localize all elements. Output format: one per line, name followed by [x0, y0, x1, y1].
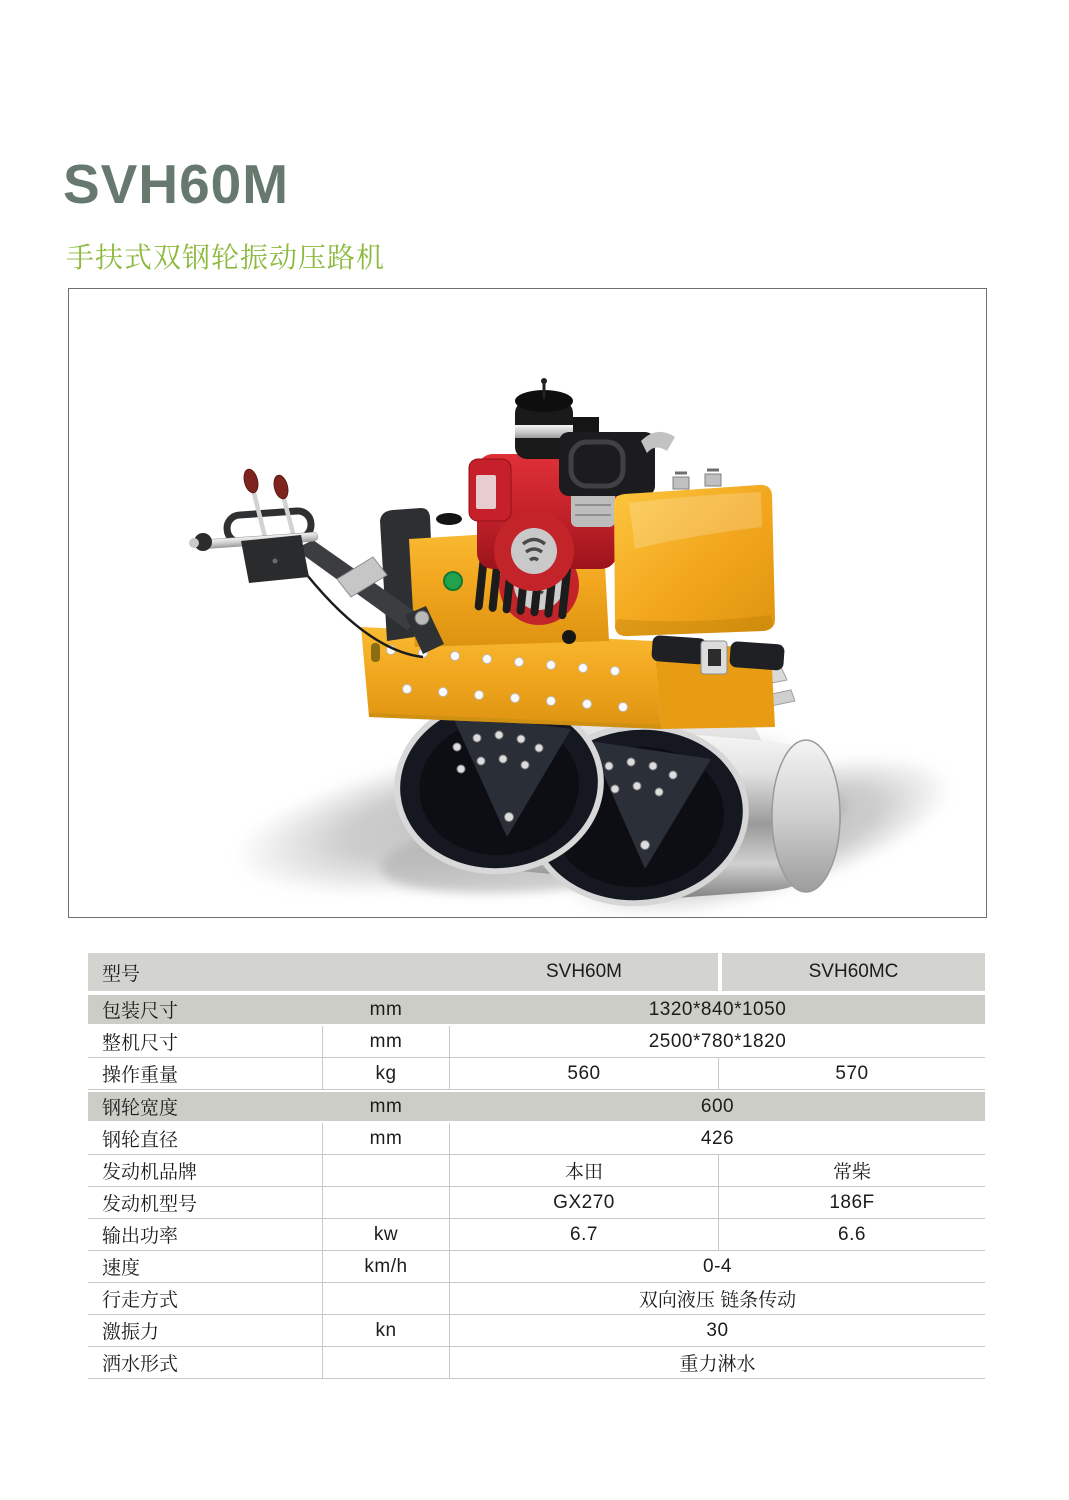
spec-value: 30 [706, 1319, 729, 1341]
spec-value-a: GX270 [553, 1191, 615, 1213]
spec-header-label: 型号 [102, 963, 141, 985]
row-engine-brand [88, 1155, 985, 1187]
spec-value-a: 本田 [564, 1162, 603, 1183]
row-exciting-force [88, 1315, 985, 1347]
spec-label: 发动机型号 [102, 1194, 198, 1215]
spec-value-b: 570 [718, 1058, 985, 1089]
spec-value: 2500*780*1820 [648, 1030, 787, 1052]
spec-value-b: 常柴 [718, 1155, 985, 1186]
spec-unit [322, 1283, 450, 1314]
spec-unit: km/h [322, 1251, 450, 1282]
black-knob [562, 630, 576, 644]
spec-label: 钢轮直径 [102, 1130, 179, 1151]
spec-value: 重力淋水 [679, 1354, 756, 1375]
page-title: SVH60M [63, 153, 290, 215]
water-tank [614, 470, 775, 636]
spec-label: 速度 [102, 1258, 141, 1279]
spec-header-model-b: SVH60MC [718, 953, 985, 991]
spec-unit: mm [322, 1026, 450, 1057]
row-output-power [88, 1219, 985, 1251]
row-watering-type [88, 1347, 985, 1379]
row-speed [88, 1251, 985, 1283]
spec-value: 426 [700, 1127, 735, 1149]
product-image-frame [68, 288, 987, 918]
spec-value: 600 [700, 1095, 735, 1117]
spec-value: 1320*840*1050 [648, 998, 787, 1020]
row-drum-diameter [88, 1123, 985, 1155]
control-lever-knob [272, 474, 290, 500]
spec-label: 激振力 [102, 1322, 160, 1343]
spec-header-row [88, 953, 985, 991]
row-operating-weight [88, 1058, 985, 1090]
spec-unit: mm [369, 1095, 403, 1117]
spec-value: 0-4 [703, 1255, 732, 1277]
spec-unit: kw [322, 1219, 450, 1250]
spec-value-b: 6.6 [718, 1219, 985, 1250]
spec-unit [322, 1347, 450, 1378]
spec-value-b: 186F [718, 1187, 985, 1218]
row-packing-size [88, 995, 985, 1024]
row-drum-width [88, 1092, 985, 1121]
product-photo [69, 289, 986, 917]
spec-value-a: 6.7 [570, 1223, 598, 1245]
control-lever-knob [242, 468, 260, 494]
spec-label: 行走方式 [102, 1290, 179, 1311]
spec-unit [322, 1155, 450, 1186]
row-engine-model [88, 1187, 985, 1219]
spec-table [88, 953, 985, 1379]
spec-label: 操作重量 [102, 1065, 179, 1086]
spec-label: 钢轮宽度 [102, 1098, 179, 1119]
row-overall-size [88, 1026, 985, 1058]
spec-label: 洒水形式 [102, 1354, 179, 1375]
spec-label: 输出功率 [102, 1226, 179, 1247]
spec-label: 包装尺寸 [102, 1001, 179, 1022]
row-drive-mode [88, 1283, 985, 1315]
spec-unit: kn [322, 1315, 450, 1346]
spec-value: 双向液压 链条传动 [638, 1290, 797, 1311]
spec-label: 发动机品牌 [102, 1162, 198, 1183]
spec-unit [322, 1187, 450, 1218]
fuel-cap [436, 513, 462, 525]
spec-label: 整机尺寸 [102, 1033, 179, 1054]
spec-unit: mm [322, 1123, 450, 1154]
green-start-button [444, 572, 462, 590]
spec-unit: kg [322, 1058, 450, 1089]
spec-value-a: 560 [567, 1062, 601, 1084]
spec-unit: mm [369, 998, 403, 1020]
spec-header-model-a: SVH60M [545, 961, 623, 982]
page-subtitle: 手扶式双钢轮振动压路机 [66, 242, 386, 273]
